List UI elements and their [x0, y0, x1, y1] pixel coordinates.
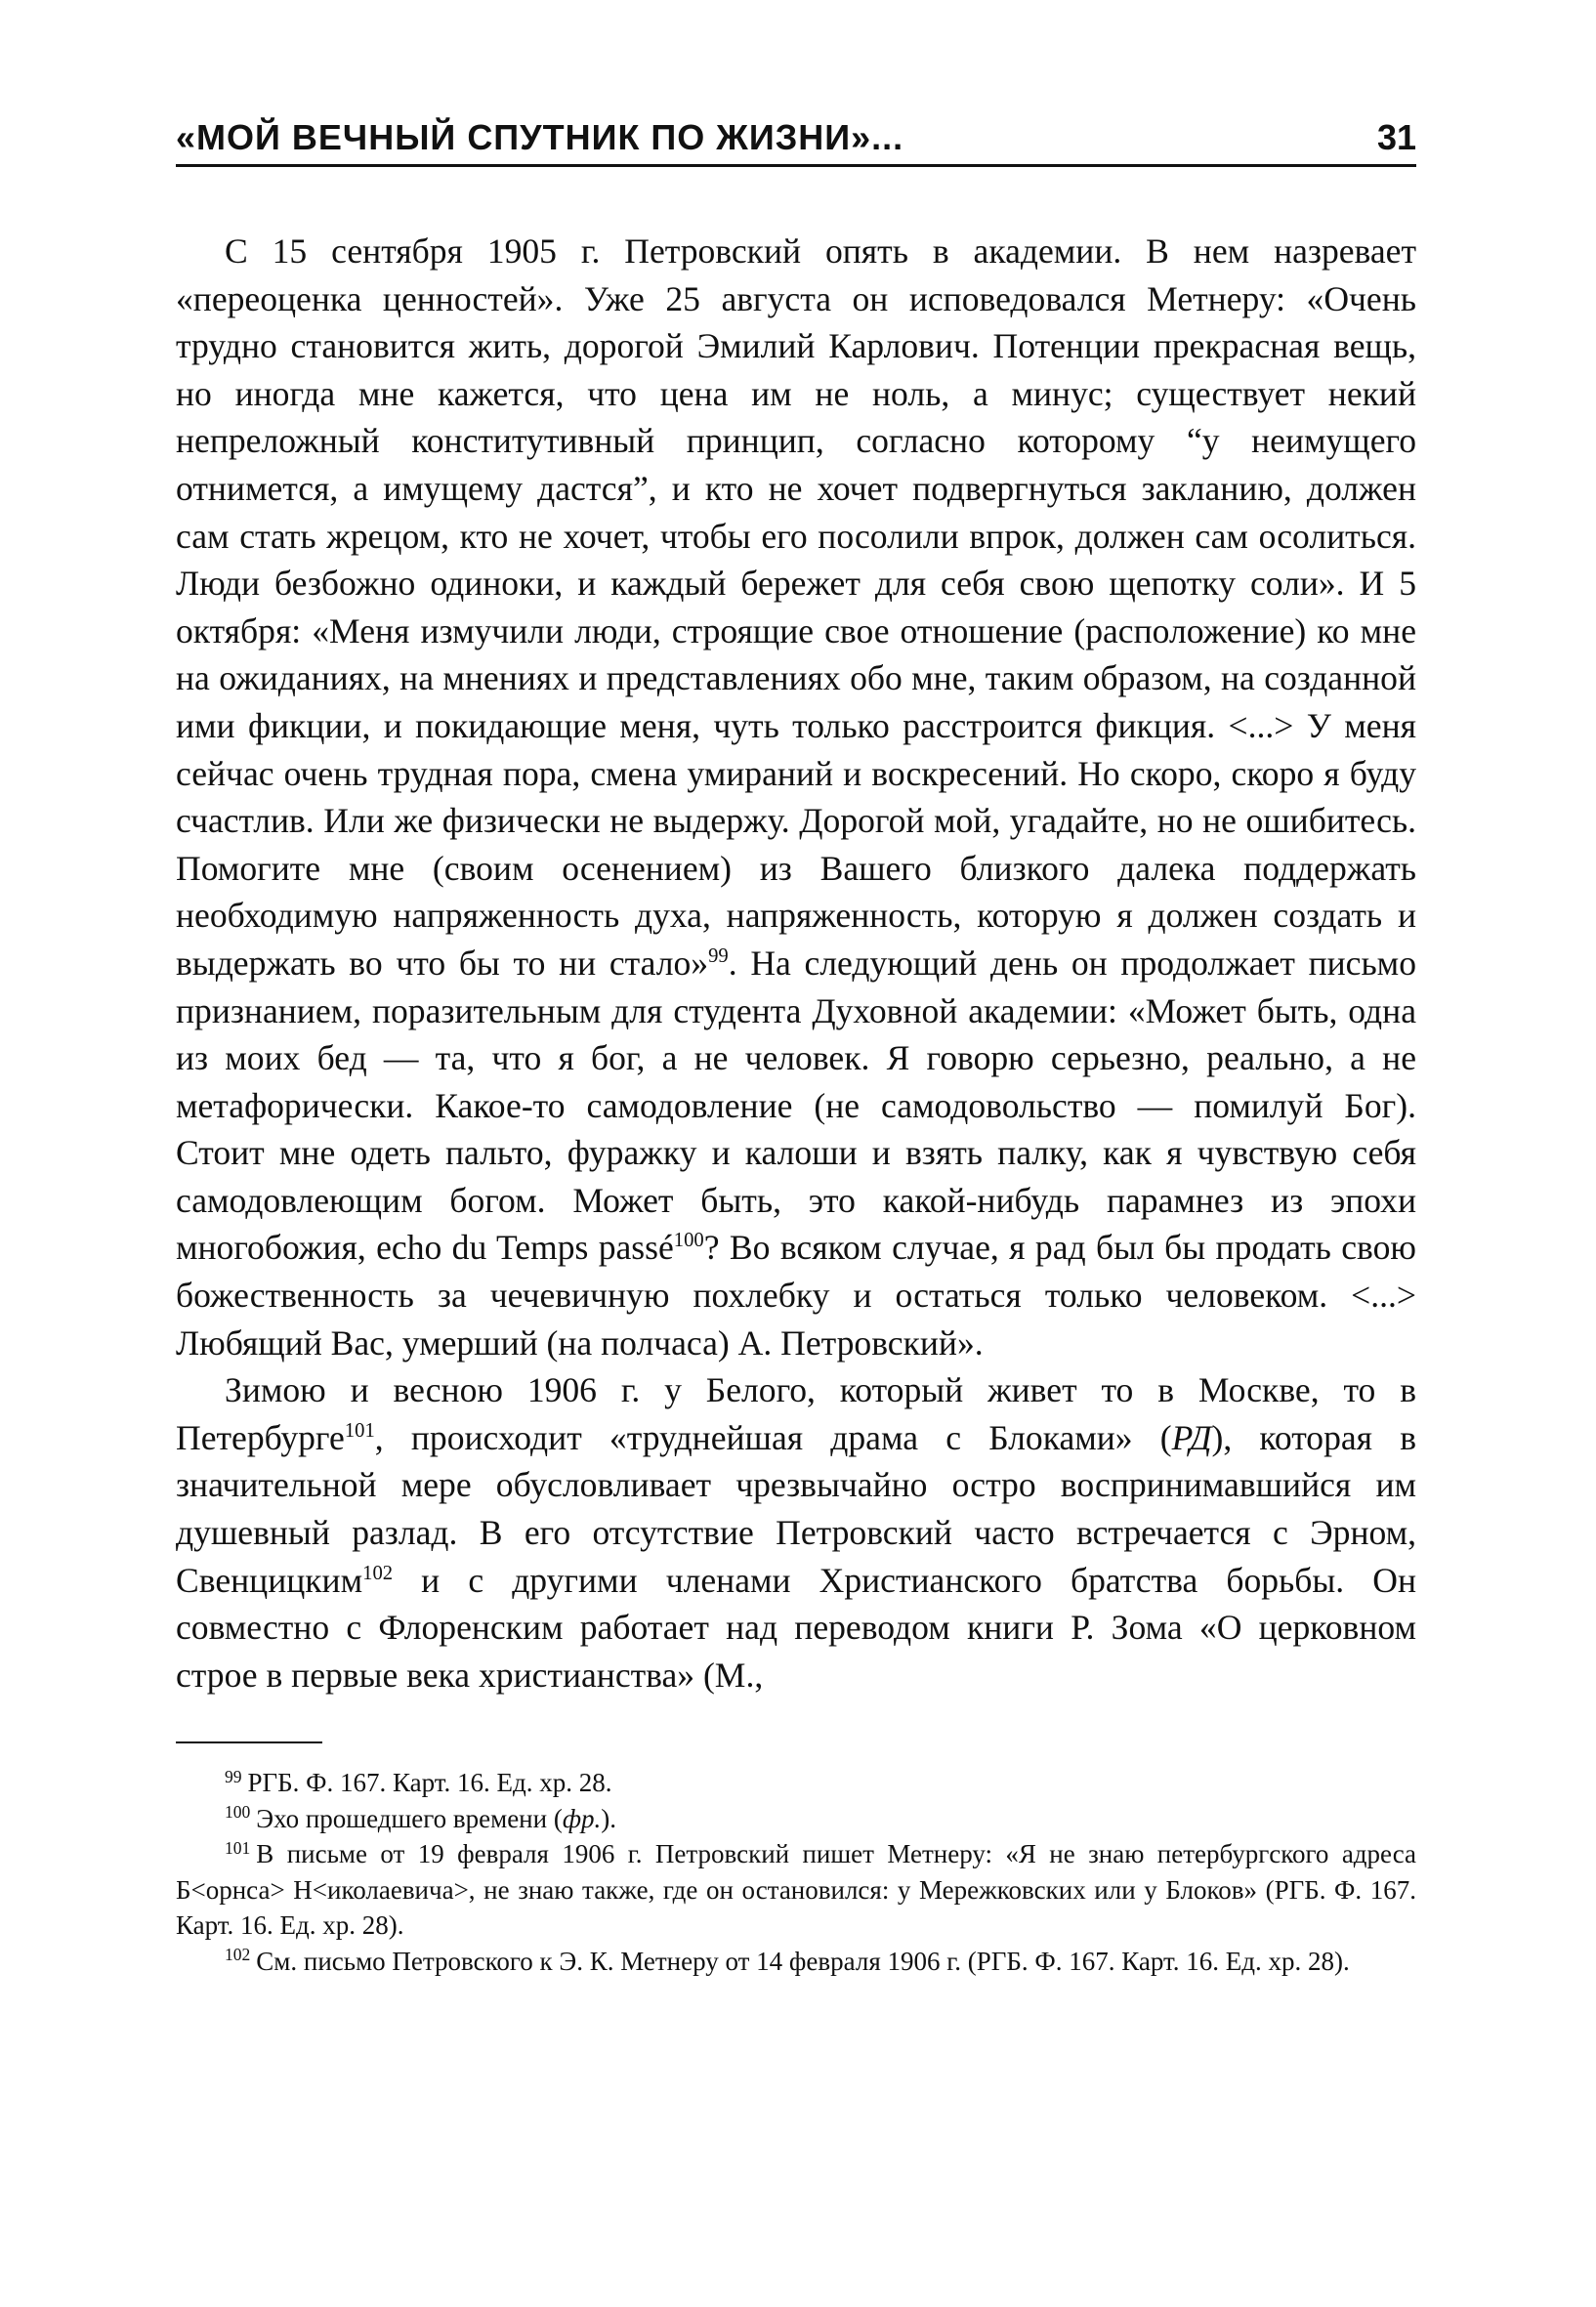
footnote-number: 102	[225, 1945, 251, 1965]
footnote-101	[176, 1836, 1416, 1944]
footnote-text-end: ).	[601, 1803, 616, 1833]
footnotes	[176, 1765, 1416, 1979]
footnote-number: 99	[225, 1766, 242, 1786]
paragraph-1-text-c: ? Во всяком случае, я рад был бы продать свою божественность за чечевичную похлебку и остаться только человеком. <...> Любящий Вас, умерший (на полчаса) А. Петровский».	[176, 1228, 1416, 1363]
footnote-100	[176, 1801, 1416, 1837]
footnote-number: 100	[225, 1802, 251, 1823]
abbreviation-rd: РД	[1171, 1417, 1212, 1457]
running-title: «МОЙ ВЕЧНЫЙ СПУТНИК ПО ЖИЗНИ»...	[176, 117, 904, 157]
book-page	[176, 107, 1416, 1979]
paragraph-2-text-c: ), которая в значительной мере обусловливает чрезвычайно остро воспринимавшийся им душевный разлад. В его отсутствие Петровский часто встречается с Эрном, Свенцицким	[176, 1417, 1416, 1600]
footnote-text: В письме от 19 февраля 1906 г. Петровский пишет Метнеру: «Я не знаю петербургского адреса Б<орнса> Н<иколаевича>, не знаю также, где он остановился: у Мережковских или у Блоков» (РГБ. Ф. 167. Карт. 16. Ед. хр. 28).	[176, 1839, 1416, 1941]
footnote-text: Эхо прошедшего времени (	[256, 1803, 563, 1833]
paragraph-1-text-a: С 15 сентября 1905 г. Петровский опять в академии. В нем назревает «переоценка ценностей». Уже 25 августа он исповедовался Метнеру: «Очень трудно становится жить, дорогой Эмилий Карлович. Потенции прекрасная вещь, но иногда мне кажется, что цена им не ноль, а минус; существует некий непреложный конститутивный принцип, согласно которому “у неимущего отнимется, а имущему дастся”, и кто не хочет подвергнуться закланию, должен сам стать жрецом, кто не хочет, чтобы его посолили впрок, должен сам осолиться. Люди безбожно одиноки, и каждый бережет для себя свою щепотку соли». И 5 октября: «Меня измучили люди, строящие свое отношение (расположение) ко мне на ожиданиях, на мнениях и представлениях обо мне, таким образом, на созданной ими фикции, и покидающие меня, чуть только расстроится фикция. <...> У меня сейчас очень трудная пора, смена умираний и воскресений. Но скоро, скоро я буду счастлив. Или же физически не выдержу. Дорогой мой, угадайте, но не ошибитесь. Помогите мне (своим осенением) из Вашего близкого далека поддержать необходимую напряженность духа, напряженность, которую я должен создать и выдержать во что бы то ни стало»	[176, 231, 1416, 983]
footnote-language-abbrev: фр.	[562, 1803, 602, 1833]
page-number: 31	[1376, 117, 1416, 157]
footnote-ref-100: 100	[673, 1230, 704, 1252]
footnote-99	[176, 1765, 1416, 1801]
paragraph-1-text-b: . На следующий день он продолжает письмо признанием, поразительным для студента Духовной академии: «Может быть, одна из моих бед — та, что я бог, а не человек. Я говорю серьезно, реально, а не метафорически. Какое-то самодовление (не самодовольство — помилуй Бог). Стоит мне одеть пальто, фуражку и калоши и взять палку, как я чувствую себя самодовлеющим богом. Может быть, это какой-нибудь парамнез из эпохи многобожия, echo du Temps passé	[176, 943, 1416, 1268]
paragraph-2-text-b: , происходит «труднейшая драма с Блоками» (	[374, 1417, 1172, 1457]
footnote-text: См. письмо Петровского к Э. К. Метнеру от 14 февраля 1906 г. (РГБ. Ф. 167. Карт. 16. Ед. хр. 28).	[256, 1946, 1350, 1976]
footnote-ref-102: 102	[362, 1562, 394, 1584]
footnote-ref-99: 99	[708, 945, 729, 968]
paragraph-1	[176, 228, 1416, 1366]
footnote-divider	[176, 1741, 322, 1743]
paragraph-2	[176, 1366, 1416, 1699]
body-text	[176, 228, 1416, 1699]
footnote-text: РГБ. Ф. 167. Карт. 16. Ед. хр. 28.	[247, 1768, 612, 1798]
footnote-number: 101	[225, 1837, 251, 1858]
paragraph-2-text-a: Зимою и весною 1906 г. у Белого, который живет то в Москве, то в Петербурге	[176, 1370, 1416, 1457]
footnote-102	[176, 1944, 1416, 1980]
paragraph-2-text-d: и с другими членами Христианского братства борьбы. Он совместно с Флоренским работает над переводом книги Р. Зома «О церковном строе в первые века христианства» (М.,	[176, 1560, 1416, 1695]
footnote-ref-101: 101	[344, 1420, 375, 1443]
page-header	[176, 107, 1416, 167]
